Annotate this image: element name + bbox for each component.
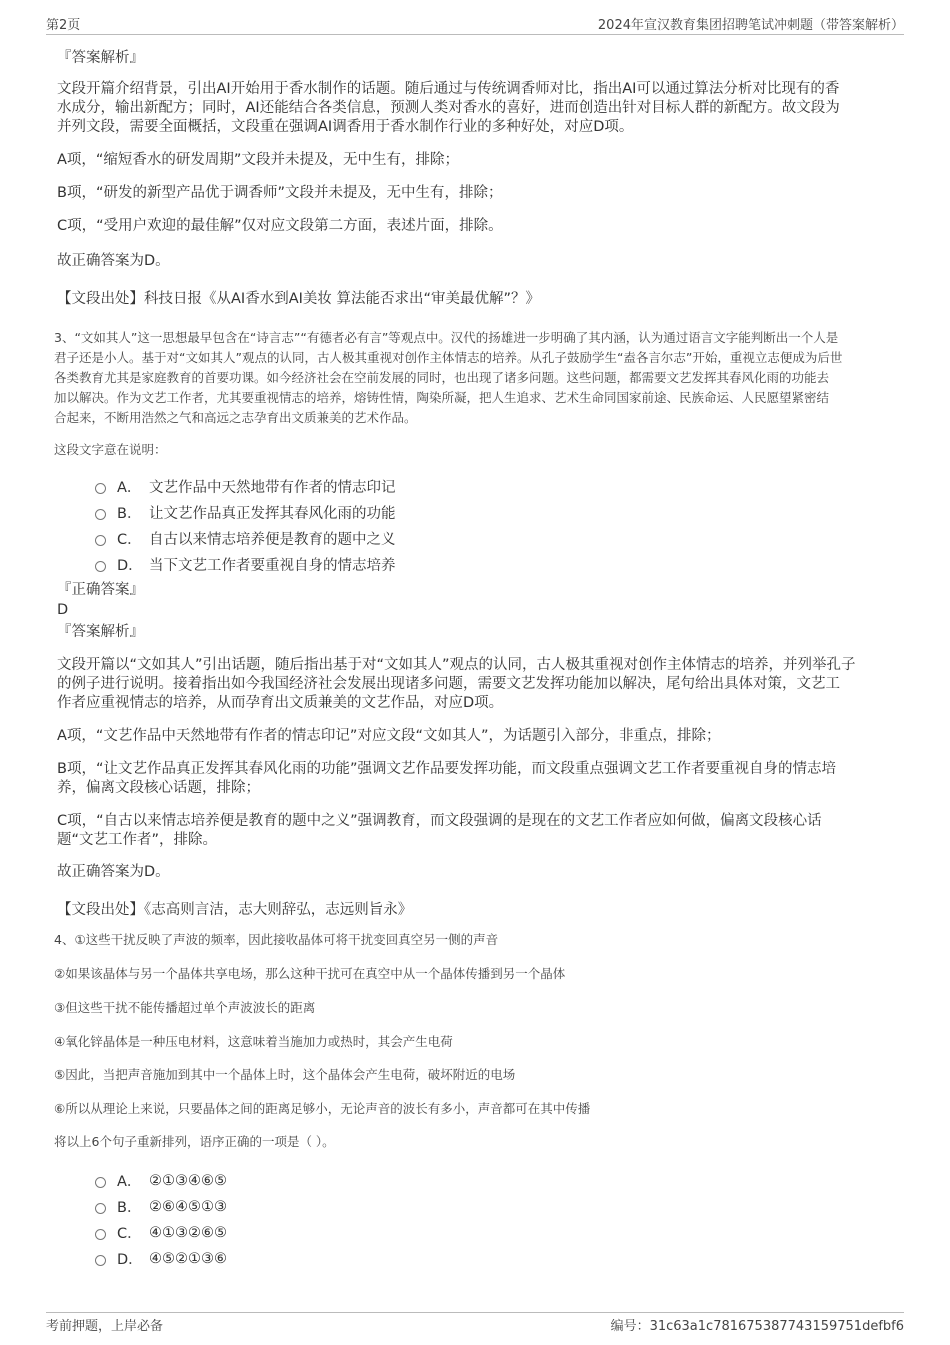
page-number: 第2页 bbox=[46, 18, 81, 33]
q4-sentence-5: ⑤因此，当把声音施加到其中一个晶体上时，这个晶体会产生电荷，破坏附近的电场 bbox=[54, 1067, 516, 1082]
q3-option-c[interactable] bbox=[95, 528, 396, 549]
option-key: A． bbox=[117, 1174, 142, 1190]
q2-analysis-line-2: 水成分，输出新配方；同时，AI还能结合各类信息，预测人类对香水的喜好，进而创造出针对目标人群的新配方。故文段为 bbox=[57, 100, 840, 116]
option-text: 自古以来情志培养便是教育的题中之义 bbox=[149, 532, 396, 548]
q3-analysis-label: 『答案解析』 bbox=[57, 624, 144, 640]
q3-stem-line-5: 合起来，不断用浩然之气和高远之志孕育出文质兼美的艺术作品。 bbox=[54, 410, 417, 425]
q2-option-a-explanation: A项，“缩短香水的研发周期”文段并未提及，无中生有，排除； bbox=[57, 152, 459, 168]
option-text: ④⑤②①③⑥ bbox=[149, 1250, 227, 1267]
radio-button[interactable] bbox=[95, 561, 106, 572]
q3-stem-line-1: 3、“文如其人”这一思想最早包含在“诗言志”“有德者必有言”等观点中。汉代的扬雄进一步明确了其内涵，认为通过语言文字能判断出一个人是 bbox=[54, 330, 839, 345]
option-key: C． bbox=[117, 532, 142, 548]
radio-button[interactable] bbox=[95, 483, 106, 494]
q3-stem-line-3: 各类教育尤其是家庭教育的首要功课。如今经济社会在空前发展的同时，也出现了诸多问题。这些问题，都需要文艺发挥其春风化雨的功能去 bbox=[54, 370, 830, 385]
q3-answer-label: 『正确答案』 bbox=[57, 582, 144, 598]
option-text: 让文艺作品真正发挥其春风化雨的功能 bbox=[149, 506, 396, 522]
q3-analysis-line-1: 文段开篇以“文如其人”引出话题，随后指出基于对“文如其人”观点的认同，古人极其重视对创作主体情志的培养，并列举孔子 bbox=[57, 657, 856, 673]
option-key: A． bbox=[117, 480, 142, 496]
radio-button[interactable] bbox=[95, 535, 106, 546]
q3-option-c-explanation-line-1: C项，“自古以来情志培养便是教育的题中之义”强调教育，而文段强调的是现在的文艺工作者应如何做，偏离文段核心话 bbox=[57, 813, 822, 829]
footer-slogan: 考前押题，上岸必备 bbox=[46, 1319, 164, 1334]
q3-option-b-explanation-line-1: B项，“让文艺作品真正发挥其春风化雨的功能”强调文艺作品要发挥功能，而文段重点强调文艺工作者要重视自身的情志培 bbox=[57, 761, 836, 777]
q3-analysis-line-2: 的例子进行说明。接着指出如今我国经济社会发展出现诸多问题，需要文艺发挥功能加以解决，尾句给出具体对策，文艺工 bbox=[57, 676, 840, 692]
q2-option-b-explanation: B项，“研发的新型产品优于调香师”文段并未提及，无中生有，排除； bbox=[57, 185, 503, 201]
document-title: 2024年宣汉教育集团招聘笔试冲刺题（带答案解析） bbox=[597, 18, 904, 33]
radio-button[interactable] bbox=[95, 509, 106, 520]
q4-sentence-4: ④氧化锌晶体是一种压电材料，这意味着当施加力或热时，其会产生电荷 bbox=[54, 1034, 453, 1049]
option-text: 当下文艺工作者要重视自身的情志培养 bbox=[149, 558, 396, 574]
q3-analysis-line-3: 作者应重视情志的培养，从而孕育出文质兼美的文艺作品，对应D项。 bbox=[57, 695, 504, 711]
q2-source: 【文段出处】科技日报《从AI香水到AI美妆 算法能否求出“审美最优解”？》 bbox=[57, 291, 541, 307]
q3-source: 【文段出处】《志高则言洁，志大则辞弘，志远则旨永》 bbox=[57, 902, 413, 918]
q3-option-a-explanation: A项，“文艺作品中天然地带有作者的情志印记”对应文段“文如其人”，为话题引入部分，非重点，排除； bbox=[57, 728, 721, 744]
q3-answer: D bbox=[57, 602, 69, 618]
option-text: ④①③②⑥⑤ bbox=[149, 1224, 227, 1241]
option-key: B． bbox=[117, 506, 142, 522]
document-id: 编号：31c63a1c781675387743159751defbf6 bbox=[610, 1319, 904, 1334]
option-key: C． bbox=[117, 1226, 142, 1242]
option-key: B． bbox=[117, 1200, 142, 1216]
option-text: ②⑥④⑤①③ bbox=[149, 1198, 227, 1215]
q4-sentence-1: 4、①这些干扰反映了声波的频率，因此接收晶体可将干扰变回真空另一侧的声音 bbox=[54, 932, 499, 947]
q2-analysis-line-1: 文段开篇介绍背景，引出AI开始用于香水制作的话题。随后通过与传统调香师对比，指出AI可以通过算法分析对比现有的香 bbox=[57, 81, 840, 97]
q4-option-a[interactable] bbox=[95, 1170, 227, 1191]
radio-button[interactable] bbox=[95, 1177, 106, 1188]
q4-option-b[interactable] bbox=[95, 1196, 227, 1217]
q3-option-b-explanation-line-2: 养，偏离文段核心话题，排除； bbox=[57, 780, 260, 796]
q2-analysis-label: 『答案解析』 bbox=[57, 50, 144, 66]
q2-analysis-line-3: 并列文段，需要全面概括，文段重在强调AI调香用于香水制作行业的多种好处，对应D项。 bbox=[57, 119, 634, 135]
q3-conclusion: 故正确答案为D。 bbox=[57, 864, 170, 880]
page-footer bbox=[46, 1312, 904, 1334]
option-key: D． bbox=[117, 558, 143, 574]
q3-option-b[interactable] bbox=[95, 502, 396, 523]
q4-option-d[interactable] bbox=[95, 1248, 227, 1269]
q4-sentence-2: ②如果该晶体与另一个晶体共享电场，那么这种干扰可在真空中从一个晶体传播到另一个晶体 bbox=[54, 966, 566, 981]
q3-option-c-explanation-line-2: 题“文艺工作者”，排除。 bbox=[57, 832, 218, 848]
q3-stem-line-2: 君子还是小人。基于对“文如其人”观点的认同，古人极其重视对创作主体情志的培养。从孔子鼓励学生“盍各言尔志”开始，重视立志便成为后世 bbox=[54, 350, 843, 365]
q3-option-d[interactable] bbox=[95, 554, 396, 575]
q3-stem-line-4: 加以解决。作为文艺工作者，尤其要重视情志的培养，熔铸性情，陶染所凝，把人生追求、艺术生命同国家前途、民族命运、人民愿望紧密结 bbox=[54, 390, 830, 405]
radio-button[interactable] bbox=[95, 1229, 106, 1240]
option-text: ②①③④⑥⑤ bbox=[149, 1172, 227, 1189]
option-key: D． bbox=[117, 1252, 143, 1268]
option-text: 文艺作品中天然地带有作者的情志印记 bbox=[149, 480, 396, 496]
radio-button[interactable] bbox=[95, 1255, 106, 1266]
q3-option-a[interactable] bbox=[95, 476, 396, 497]
q4-sentence-6: ⑥所以从理论上来说，只要晶体之间的距离足够小，无论声音的波长有多小，声音都可在其中传播 bbox=[54, 1101, 591, 1116]
radio-button[interactable] bbox=[95, 1203, 106, 1214]
q2-option-c-explanation: C项，“受用户欢迎的最佳解”仅对应文段第二方面，表述片面，排除。 bbox=[57, 218, 503, 234]
q4-option-c[interactable] bbox=[95, 1222, 227, 1243]
q3-prompt: 这段文字意在说明： bbox=[54, 442, 167, 457]
q2-conclusion: 故正确答案为D。 bbox=[57, 253, 170, 269]
page-header bbox=[46, 14, 904, 35]
q4-sentence-3: ③但这些干扰不能传播超过单个声波波长的距离 bbox=[54, 1000, 316, 1015]
q4-prompt: 将以上6个句子重新排列，语序正确的一项是（ ）。 bbox=[54, 1134, 335, 1149]
